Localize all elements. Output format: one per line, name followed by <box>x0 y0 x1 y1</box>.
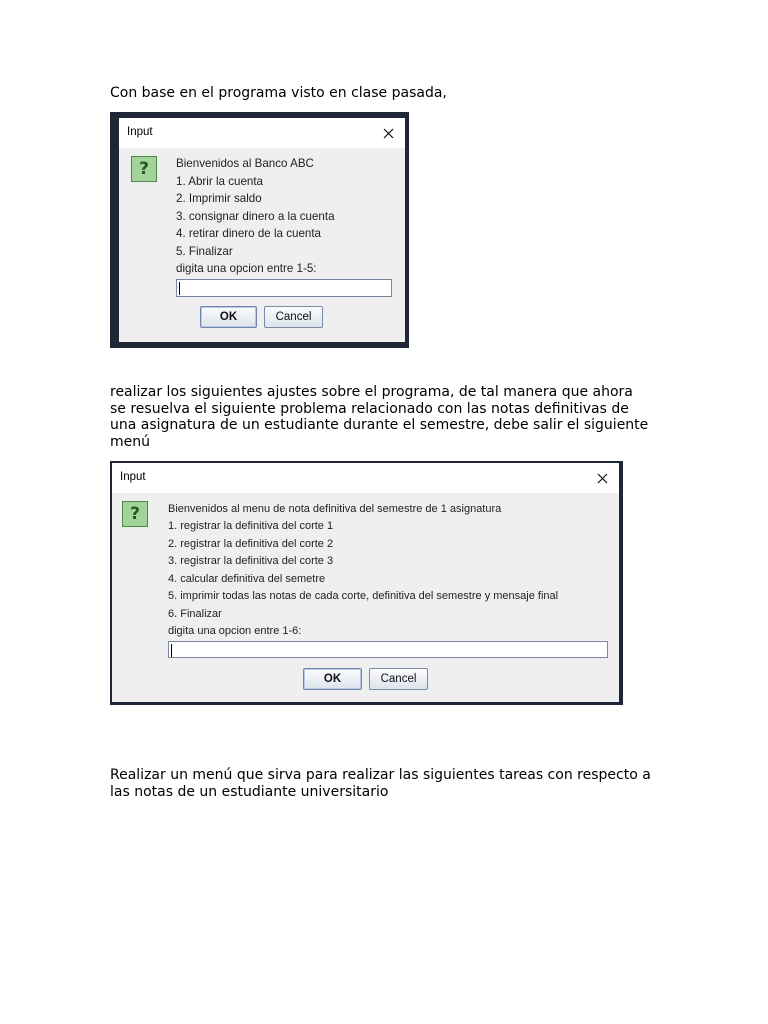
instructions-paragraph <box>110 384 670 450</box>
text-caret <box>179 282 180 295</box>
dialog-titlebar <box>112 463 619 493</box>
ok-button[interactable]: OK <box>200 306 257 328</box>
dialog-message-line: 3. consignar dinero a la cuenta <box>176 210 335 223</box>
question-icon: ? <box>131 156 157 182</box>
intro-paragraph <box>110 85 670 102</box>
question-icon: ? <box>122 501 148 527</box>
dialog-message-line: 4. calcular definitiva del semetre <box>168 573 326 585</box>
option-input[interactable] <box>168 641 608 658</box>
dialog-prompt: digita una opcion entre 1-5: <box>176 262 317 275</box>
dialog-message-line: 2. Imprimir saldo <box>176 192 262 205</box>
dialog-message-line: 3. registrar la definitiva del corte 3 <box>168 555 334 567</box>
dialog-message-line: Bienvenidos al Banco ABC <box>176 157 314 170</box>
dialog-message-line: 6. Finalizar <box>168 608 222 620</box>
instructions-line: realizar los siguientes ajustes sobre el programa, de tal manera que ahora <box>110 384 633 400</box>
task-paragraph <box>110 767 670 800</box>
close-icon[interactable] <box>585 463 619 493</box>
dialog-title: Input <box>120 471 146 483</box>
cancel-button[interactable]: Cancel <box>369 668 428 690</box>
dialog-screenshot-2 <box>110 461 623 705</box>
close-icon[interactable] <box>371 118 405 148</box>
dialog-titlebar <box>119 118 405 148</box>
dialog-message-line: 1. Abrir la cuenta <box>176 175 264 188</box>
dialog-prompt: digita una opcion entre 1-6: <box>168 625 302 637</box>
input-dialog-1 <box>119 118 405 342</box>
ok-button[interactable]: OK <box>303 668 362 690</box>
dialog-message-line: 4. retirar dinero de la cuenta <box>176 227 322 240</box>
instructions-line: se resuelva el siguiente problema relacionado con las notas definitivas de <box>110 400 629 417</box>
dialog-screenshot-1 <box>110 112 409 348</box>
intro-text: Con base en el programa visto en clase pasada, <box>110 85 447 101</box>
dialog-title: Input <box>127 126 153 138</box>
cancel-button[interactable]: Cancel <box>264 306 323 328</box>
dialog-message-line: 5. Finalizar <box>176 245 233 258</box>
dialog-message-line: Bienvenidos al menu de nota definitiva del semestre de 1 asignatura <box>168 503 502 515</box>
task-line: Realizar un menú que sirva para realizar las siguientes tareas con respecto a <box>110 767 651 783</box>
task-line: las notas de un estudiante universitario <box>110 783 389 800</box>
text-caret <box>171 644 172 657</box>
instructions-line: menú <box>110 433 150 450</box>
input-dialog-2 <box>112 463 619 702</box>
instructions-line: una asignatura de un estudiante durante el semestre, debe salir el siguiente <box>110 417 649 434</box>
dialog-message-line: 1. registrar la definitiva del corte 1 <box>168 520 334 532</box>
dialog-message-line: 2. registrar la definitiva del corte 2 <box>168 538 334 550</box>
option-input[interactable] <box>176 279 392 297</box>
dialog-message-line: 5. imprimir todas las notas de cada corte, definitiva del semestre y mensaje final <box>168 590 559 602</box>
